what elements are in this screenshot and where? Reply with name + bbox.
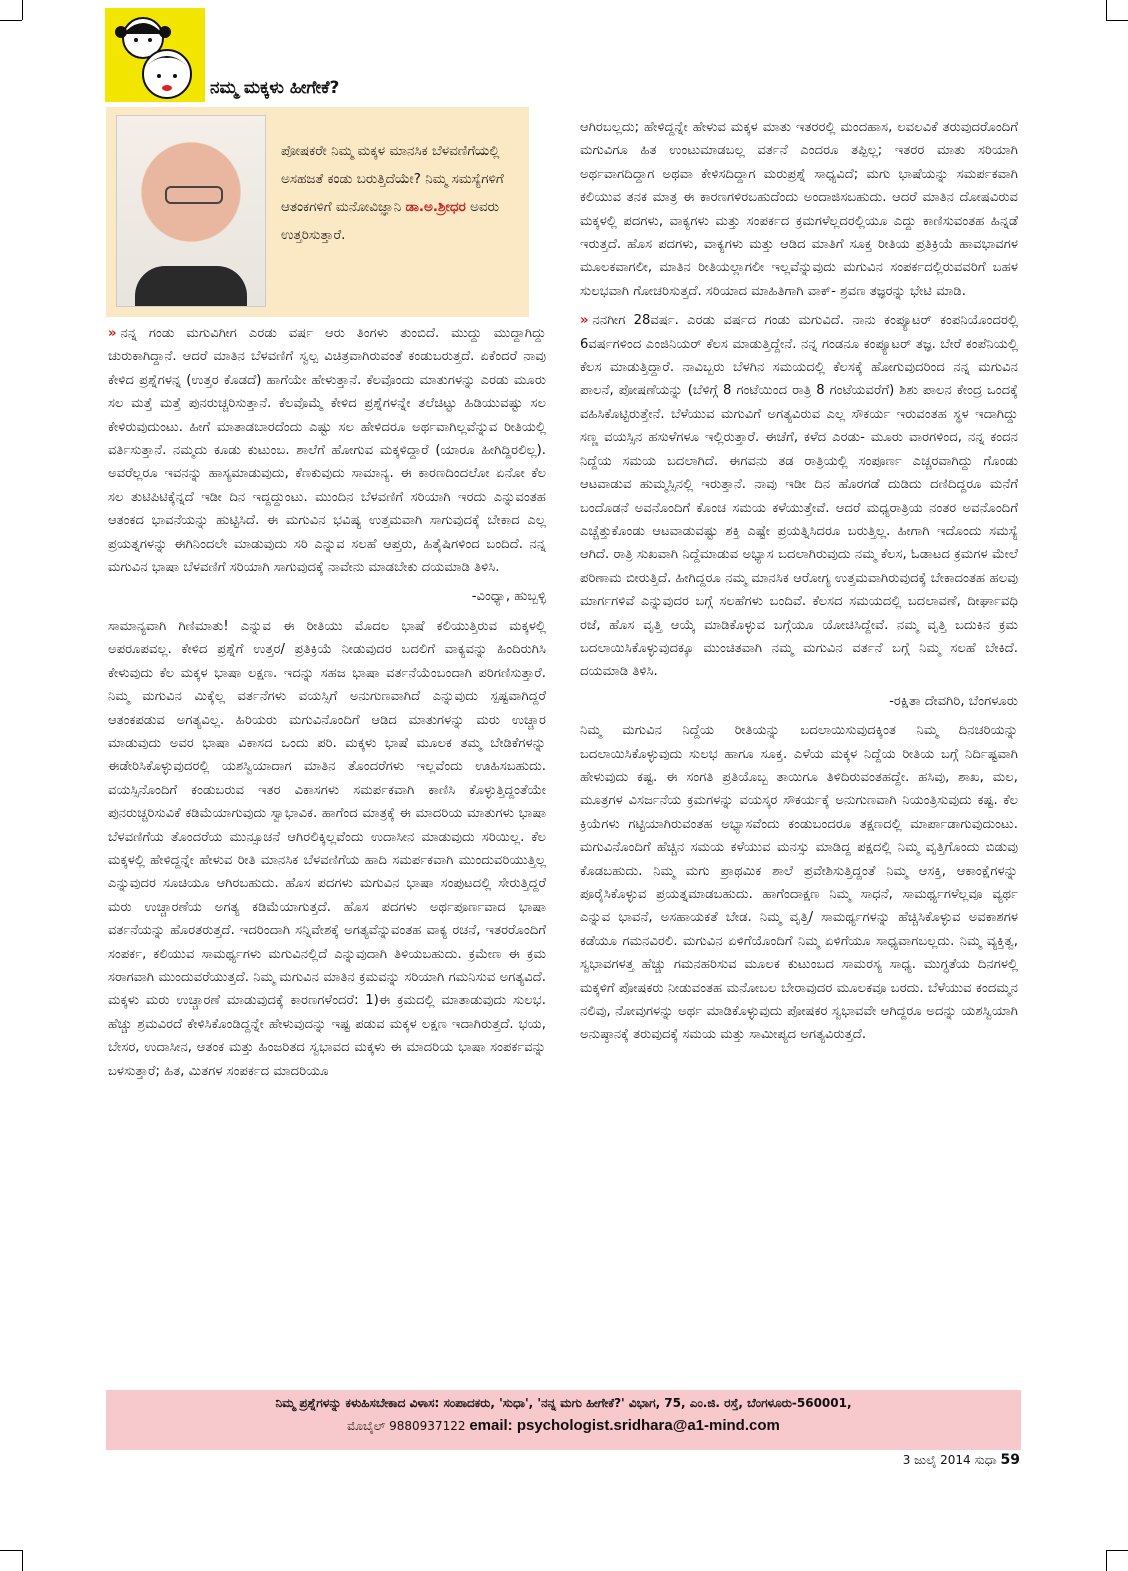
column-illustration — [105, 8, 205, 102]
crop-mark — [1106, 20, 1128, 21]
question-2-text: ನನಗೀಗ 28ವರ್ಷ. ಎರಡು ವರ್ಷದ ಗಂಡು ಮಗುವಿದೆ. ನಾನು ಕಂಪ್ಯೂಟರ್ ಕಂಪನಿಯೊಂದರಲ್ಲಿ 6ವರ್ಷಗಳಿಂದ ಎಂಜಿನಿಯರ್ ಕೆಲಸ ಮಾಡುತ್ತಿದ್ದೇನೆ. ನನ್ನ ಗಂಡನೂ ಕಂಪ್ಯೂಟರ್ ತಜ್ಞ. ಬೇರೆ ಕಂಪೆನಿಯಲ್ಲಿ ಕೆಲಸ ಮಾಡುತ್ತಿದ್ದಾರೆ. ನಾವಿಬ್ಬರು ಬೆಳಗಿನ ಸಮಯದಲ್ಲಿ ಕೆಲಸಕ್ಕೆ ಹೋಗುವುದರಿಂದ ನನ್ನ ಮಗುವಿನ ಪಾಲನೆ, ಪೋಷಣೆಯನ್ನು (ಬೆಳಿಗ್ಗೆ 8 ಗಂಟೆಯಿಂದ ರಾತ್ರಿ 8 ಗಂಟೆಯವರೆಗೆ) ಶಿಶು ಪಾಲನ ಕೇಂದ್ರ ಒಂದಕ್ಕೆ ವಹಿಸಿಕೊಟ್ಟಿರುತ್ತೇನೆ. ಬೆಳೆಯುವ ಮಗುವಿಗೆ ಅಗತ್ಯವಿರುವ ಎಲ್ಲ ಸೌಕರ್ಯ ಇರುವಂತಹ ಸ್ಥಳ ಇದಾಗಿದ್ದು ಸಣ್ಣ ವಯಸ್ಸಿನ ಹಸುಳೆಗಳೂ ಇಲ್ಲಿರುತ್ತಾರೆ. ಈಚೆಗೆ, ಕಳೆದ ಎರಡು- ಮೂರು ವಾರಗಳಿಂದ, ನನ್ನ ಕಂದನ ನಿದ್ದೆಯ ಸಮಯ ಬದಲಾಗಿದೆ. ಈಗವನು ತಡ ರಾತ್ರಿಯಲ್ಲಿ ಸಂಪೂರ್ಣ ಎಚ್ಚರವಾಗಿದ್ದು ಗೊಂಡು ಆಟವಾಡುವ ಹುಮ್ಮಸ್ಸಿನಲ್ಲಿ ಇರುತ್ತಾನೆ. ನಾವು ಇಡೀ ದಿನ ಹೊರಗಡೆ ದುಡಿದು ದಣಿದಿದ್ದರೂ ಮನೆಗೆ ಬಂದೊಡನೆ ಅವನೊಂದಿಗೆ ಕೊಂಚ ಸಮಯ ಕಳೆಯುತ್ತೇವೆ. ಆದರೆ ಮಧ್ಯರಾತ್ರಿಯ ನಂತರ ಅವನೊಂದಿಗೆ ಎಚ್ಚೆತ್ತುಕೊಂಡು ಆಟವಾಡುವಷ್ಟು ಶಕ್ತಿ ಎಷ್ಟೇ ಪ್ರಯತ್ನಿಸಿದರೂ ಬರುತ್ತಿಲ್ಲ. ಹೀಗಾಗಿ ಇದೊಂದು ಸಮಸ್ಯೆ ಆಗಿದೆ. ರಾತ್ರಿ ಸುಖವಾಗಿ ನಿದ್ದೆಮಾಡುವ ಅಭ್ಯಾಸ ಬದಲಾಗಿರುವುದು ನಮ್ಮ ಕೆಲಸ, ಓಡಾಟದ ಕ್ರಮಗಳ ಮೇಲೆ ಪರಿಣಾಮ ಬೀರುತ್ತಿದೆ. ಹೀಗಿದ್ದರೂ ನಮ್ಮ ಮಾನಸಿಕ ಆರೋಗ್ಯ ಉತ್ತಮವಾಗಿರುವುದಕ್ಕೆ ಬೇಕಾದಂತಹ ಹಲವು ಮಾರ್ಗಗಳಿವೆ ಎನ್ನುವುದರ ಬಗ್ಗೆ ಸಲಹೆಗಳು ಬಂದಿವೆ. ಕೆಲಸದ ಸಮಯದಲ್ಲಿ ಬದಲಾವಣೆ, ದೀರ್ಘಾವಧಿ ರಜೆ, ಹೊಸ ವೃತ್ತಿ ಆಯ್ಕೆ ಮಾಡಿಕೊಳ್ಳುವ ಬಗ್ಗೆಯೂ ಯೋಚಿಸಿದ್ದೇವೆ. ನಮ್ಮ ವೃತ್ತಿ ಬದುಕಿನ ಕ್ರಮ ಬದಲಾಯಿಸಿಕೊಳ್ಳುವುದಕ್ಕೂ ಮುಂಚಿತವಾಗಿ ನಮ್ಮ ಮಗುವಿನ ವರ್ತನೆ ಬಗ್ಗೆ ನಿಮ್ಮ ಸಲಹೆ ಬೇಕಿದೆ. ದಯಮಾಡಿ ತಿಳಿಸಿ. — [580, 313, 1018, 680]
contact-mobile: ಮೊಬೈಲ್ 9880937122 — [347, 1419, 466, 1433]
answer-2: ನಿಮ್ಮ ಮಗುವಿನ ನಿದ್ದೆಯ ರೀತಿಯನ್ನು ಬದಲಾಯಿಸುವುದಕ್ಕಿಂತ ನಿಮ್ಮ ದಿನಚರಿಯನ್ನು ಬದಲಾಯಿಸಿಕೊಳ್ಳುವುದು ಸುಲಭ ಹಾಗೂ ಸೂಕ್ತ. ಎಳೆಯ ಮಕ್ಕಳ ನಿದ್ದೆಯ ರೀತಿಯ ಬಗ್ಗೆ ನಿರ್ದಿಷ್ಟವಾಗಿ ಹೇಳುವುದು ಕಷ್ಟ. ಈ ಸಂಗತಿ ಪ್ರತಿಯೊಬ್ಬ ತಾಯಿಗೂ ತಿಳಿದಿರುವಂತಹದ್ದೇ. ಹಸಿವು, ಶಾಖ, ಮಲ, ಮೂತ್ರಗಳ ವಿಸರ್ಜನೆಯ ಕ್ರಮಗಳನ್ನು ವಯಸ್ಕರ ಸೌಕರ್ಯಕ್ಕೆ ಅನುಗುಣವಾಗಿ ನಿಯಂತ್ರಿಸುವುದು ಕಷ್ಟ. ಕೆಲ ಕ್ರಿಯೆಗಳು ಗಟ್ಟಿಯಾಗಿರುವಂತಹ ಅಭ್ಯಾಸವೆಂದು ಕಂಡುಬಂದರೂ ತಕ್ಷಣದಲ್ಲಿ ಮಾರ್ಪಾಡಾಗುವುದುಂಟು. ಮಗುವಿನೊಂದಿಗೆ ಹೆಚ್ಚಿನ ಸಮಯ ಕಳೆಯುವ ಮನಸ್ಸು ಮಾಡಿದ್ದ ಪಕ್ಷದಲ್ಲಿ ನಿಮ್ಮ ವೃತ್ತಿಗೊಂದು ಬಿಡುವು ಕೊಡಬಹುದು. ನಿಮ್ಮ ಮಗು ಪ್ರಾಥಮಿಕ ಶಾಲೆ ಪ್ರವೇಶಿಸುತ್ತಿದ್ದಂತೆ ನಿಮ್ಮ ಆಸಕ್ತಿ, ಆಕಾಂಕ್ಷೆಗಳನ್ನು ಪೂರೈಸಿಕೊಳ್ಳುವ ಪ್ರಯತ್ನಮಾಡಬಹುದು. ಹಾಗೆಂದಾಕ್ಷಣ ನಿಮ್ಮ ಸಾಧನೆ, ಸಾಮರ್ಥ್ಯಗಳೆಲ್ಲವೂ ವ್ಯರ್ಥ ಎನ್ನುವ ಭಾವನೆ, ಅಸಹಾಯಕತೆ ಬೇಡ. ನಿಮ್ಮ ವೃತ್ತಿ/ ಸಾಮರ್ಥ್ಯಗಳನ್ನು ಹೆಚ್ಚಿಸಿಕೊಳ್ಳುವ ಅವಕಾಶಗಳ ಕಡೆಯೂ ಗಮನವಿರಲಿ. ಮಗುವಿನ ಏಳಿಗೆಯೊಂದಿಗೆ ನಿಮ್ಮ ಏಳಿಗೆಯೂ ಸಾಧ್ಯವಾಗಬಲ್ಲದು. ನಿಮ್ಮ ವ್ಯಕ್ತಿತ್ವ, ಸ್ವಭಾವಗಳತ್ತ ಹೆಚ್ಚು ಗಮನಹರಿಸುವ ಮೂಲಕ ಕುಟುಂಬದ ಸಾಮರಸ್ಯ ಸಾಧ್ಯ. ಮುಗ್ಧತೆಯ ದಿನಗಳಲ್ಲಿ ಮಕ್ಕಳಿಗೆ ಪೋಷಕರು ನೀಡುವಂತಹ ಮನೋಬಲ ಬೇರಾವುದರ ಮೂಲಕವೂ ಬರದು. ಬೆಳೆಯುವ ಕಂದಮ್ಮನ ನಲಿವು, ನೋವುಗಳನ್ನು ಅರ್ಥ ಮಾಡಿಕೊಳ್ಳುವುದು ಪೋಷಕರ ಸ್ವಭಾವವೇ ಆಗಿದ್ದರೂ ಅದನ್ನು ಯಶಸ್ವಿಯಾಗಿ ಅನುಷ್ಠಾನಕ್ಕೆ ತರುವುದಕ್ಕೆ ಸಮಯ ಮತ್ತು ಸಾಮೀಪ್ಯದ ಅಗತ್ಯವಿರುತ್ತದೆ. — [580, 723, 1018, 1043]
crop-mark — [1106, 1550, 1128, 1551]
question-2-signature: -ರಕ್ಷಿತಾ ದೇವಗಿರಿ, ಬೆಂಗಳೂರು — [889, 693, 1018, 709]
answer-1: ಸಾಮಾನ್ಯವಾಗಿ ಗಿಣಿಮಾತು! ಎನ್ನುವ ಈ ರೀತಿಯು ಮೊದಲ ಭಾಷೆ ಕಲಿಯುತ್ತಿರುವ ಮಕ್ಕಳಲ್ಲಿ ಅಪರೂಪವಲ್ಲ. ಕೇಳಿದ ಪ್ರಶ್ನೆಗೆ ಉತ್ತರ/ ಪ್ರತಿಕ್ರಿಯೆ ನೀಡುವುದರ ಬದಲಿಗೆ ವಾಕ್ಯವನ್ನು ಹಿಂದಿರುಗಿಸಿ ಕೇಳುವುದು ಕೆಲ ಮಕ್ಕಳ ಭಾಷಾ ಲಕ್ಷಣ. ಇದನ್ನು ಸಹಜ ಭಾಷಾ ವರ್ತನೆಯೆಂಬಂದಾಗಿ ಪರಿಗಣಿಸುತ್ತಾರೆ. ನಿಮ್ಮ ಮಗುವಿನ ಮಿಕ್ಕೆಲ್ಲ ವರ್ತನೆಗಳು ವಯಸ್ಸಿಗೆ ಅನುಗುಣವಾಗಿದೆ ಎನ್ನುವುದು ಸ್ಪಷ್ಟವಾಗಿದ್ದರೆ ಆತಂಕಪಡುವ ಅಗತ್ಯವಿಲ್ಲ. ಹಿರಿಯರು ಮಗುವಿನೊಂದಿಗೆ ಆಡಿದ ಮಾತುಗಳನ್ನು ಮರು ಉಚ್ಚಾರ ಮಾಡುವುದು ಅವರ ಭಾಷಾ ವಿಕಾಸದ ಒಂದು ಪರಿ. ಮಕ್ಕಳು ಭಾಷೆ ಮೂಲಕ ತಮ್ಮ ಬೇಡಿಕೆಗಳನ್ನು ಈಡೇರಿಸಿಕೊಳ್ಳುವುದರಲ್ಲಿ ಯಶಸ್ವಿಯಾದಾಗ ಮಾತಿನ ತೊಂದರೆಗಳು ಇಲ್ಲವೆಂದು ಊಹಿಸಬಹುದು. ವಯಸ್ಸಿನೊಂದಿಗೆ ಕಂಡುಬರುವ ಇತರ ವಿಕಾಸಗಳು ಸಮರ್ಪಕವಾಗಿ ಕಾಣಿಸಿ ಕೊಳ್ಳುತ್ತಿದ್ದಂತೆಯೇ ಪುನರುಚ್ಚರಿಸುವಿಕೆ ಕಡಿಮೆಯಾಗುವುದು ಸ್ವಾಭಾವಿಕ. ಹಾಗೆಂದ ಮಾತ್ರಕ್ಕೆ ಈ ಮಾದರಿಯ ಮಾತುಗಳು ಭಾಷಾ ಬೆಳವಣಿಗೆಯ ತೊಂದರೆಯ ಮುನ್ಸೂಚನೆ ಆಗಿರಲಿಕ್ಕಿಲ್ಲವೆಂದು ಉದಾಸೀನ ಮಾಡುವುದು ಸರಿಯಿಲ್ಲ. ಕೆಲ ಮಕ್ಕಳಲ್ಲಿ ಹೇಳಿದ್ದನ್ನೇ ಹೇಳುವ ರೀತಿ ಮಾನಸಿಕ ಬೆಳವಣಿಗೆಯ ಹಾದಿ ಸಮರ್ಪಕವಾಗಿ ಮುಂದುವರಿಯುತ್ತಿಲ್ಲ ಎನ್ನುವುದರ ಸೂಚಿಯೂ ಆಗಿರಬಹುದು. ಹೊಸ ಪದಗಳು ಮಗುವಿನ ಭಾಷಾ ಸಂಪುಟದಲ್ಲಿ ಸೇರುತ್ತಿದ್ದರೆ ಮರು ಉಚ್ಚಾರಣೆಯ ಅಗತ್ಯ ಕಡಿಮೆಯಾಗುತ್ತದೆ. ಹೊಸ ಪದಗಳು ಅರ್ಥಪೂರ್ಣವಾದ ಭಾಷಾ ವರ್ತನೆಯನ್ನು ಹೊರತರುತ್ತದೆ. ಇದರಿಂದಾಗಿ ಸನ್ನಿವೇಶಕ್ಕೆ ಅಗತ್ಯವೆನ್ನುವಂತಹ ವಾಕ್ಯ ರಚನೆ, ಇತರರೊಂದಿಗೆ ಸಂಪರ್ಕ, ಕಲಿಯುವ ಸಾಮರ್ಥ್ಯಗಳು ಮಗುವಿನಲ್ಲಿದೆ ಎನ್ನುವುದಾಗಿ ತಿಳಿಯಬಹುದು. ಕ್ರಮೇಣ ಈ ಕ್ರಮ ಸರಾಗವಾಗಿ ಮುಂದುವರೆಯುತ್ತದೆ. ನಿಮ್ಮ ಮಗುವಿನ ಮಾತಿನ ಕ್ರಮವನ್ನು ಸರಿಯಾಗಿ ಗಮನಿಸುವ ಅಗತ್ಯವಿದೆ. ಮಕ್ಕಳು ಮರು ಉಚ್ಚಾರಣೆ ಮಾಡುವುದಕ್ಕೆ ಕಾರಣಗಳೆಂದರೆ: 1)ಈ ಕ್ರಮದಲ್ಲಿ ಮಾತಾಡುವುದು ಸುಲಭ. ಹೆಚ್ಚು ಶ್ರಮವಿರದೆ ಕೇಳಿಸಿಕೊಂಡಿದ್ದನ್ನೇ ಹೇಳುವುದನ್ನು ಇಷ್ಟ ಪಡುವ ಮಕ್ಕಳ ಲಕ್ಷಣ ಇದಾಗಿರುತ್ತದೆ. ಭಯ, ಬೇಸರ, ಉದಾಸೀನ, ಆತಂಕ ಮತ್ತು ಹಿಂಜರಿತದ ಸ್ವಭಾವದ ಮಕ್ಕಳು ಈ ಮಾದರಿಯ ಭಾಷಾ ಸಂಪರ್ಕವನ್ನು ಬಳಸುತ್ತಾರೆ; ಹಿತ, ಮಿತಗಳ ಸಂಪರ್ಕದ ಮಾದರಿಯೂ — [108, 618, 546, 1079]
intro-lead: ಪೋಷಕರೇ ನಿಮ್ಮ ಮಕ್ಕಳ ಮಾನಸಿಕ ಬೆಳವಣಿಗೆಯಲ್ಲಿ ಅಸಹಜತೆ ಕಂಡು ಬರುತ್ತಿದೆಯೇ? ನಿಮ್ಮ ಸಮಸ್ಯೆಗಳಿಗೆ ಆತಂಕಗಳಿಗೆ ಮನೋವಿಜ್ಞಾನಿ — [281, 143, 504, 215]
arrow-icon: » — [108, 326, 117, 341]
glasses-shape — [165, 186, 223, 204]
contact-band — [106, 1390, 1021, 1450]
children-faces-icon — [105, 8, 205, 102]
question-1-signature: -ವಿಂಧ್ಯಾ, ಹುಬ್ಬಳ್ಳಿ — [471, 589, 546, 605]
crop-mark — [0, 1550, 22, 1551]
arrow-icon: » — [580, 313, 589, 329]
doctor-name: ಡಾ.ಅ.ಶ್ರೀಧರ — [405, 199, 466, 215]
contact-email: email: psychologist.sridhara@a1-mind.com — [469, 1417, 780, 1434]
jacket-shape — [135, 266, 247, 306]
answer-1-continued: ಆಗಿರಬಲ್ಲದು; ಹೇಳಿದ್ದನ್ನೇ ಹೇಳುವ ಮಕ್ಕಳ ಮಾತು ಇತರರಲ್ಲಿ ಮಂದಹಾಸ, ಲವಲವಿಕೆ ತರುವುದರೊಂದಿಗೆ ಮಗುವಿಗೂ ಹಿತ ಉಂಟುಮಾಡಬಲ್ಲ ವರ್ತನೆ ಎಂದರೂ ತಪ್ಪಿಲ್ಲ; ಇತರರ ಮಾತು ಸರಿಯಾಗಿ ಅರ್ಥವಾಗದಿದ್ದಾಗ ಅಥವಾ ಕೇಳಿಸದಿದ್ದಾಗ ಮರುಪ್ರಶ್ನೆ ಸಾಧ್ಯವಿದೆ; ಮಗು ಭಾಷೆಯನ್ನು ಸಮರ್ಪಕವಾಗಿ ಕಲಿಯುವ ತನಕ ಮಾತ್ರ ಈ ಕಾರಣಗಳಿರಬಹುದೆಂದು ಅಂದಾಜಿಸಬಹುದು. ಆದರೆ ಮಾತಿನ ದೋಷವಿರುವ ಮಕ್ಕಳಲ್ಲಿ ಪದಗಳು, ವಾಕ್ಯಗಳು ಮತ್ತು ಸಂಪರ್ಕದ ಕ್ರಮಗಳೆಲ್ಲದರಲ್ಲಿಯೂ ಎದ್ದು ಕಾಣಿಸುವಂತಹ ಹಿನ್ನಡೆ ಇರುತ್ತದೆ. ಹೊಸ ಪದಗಳು, ವಾಕ್ಯಗಳು ಮತ್ತು ಆಡಿದ ಮಾತಿಗೆ ಸೂಕ್ತ ರೀತಿಯ ಪ್ರತಿಕ್ರಿಯೆ ಹಾವಭಾವಗಳ ಮೂಲಕವಾಗಲೀ, ಮಾತಿನ ರೀತಿಯಲ್ಲಾಗಲೀ ಇಲ್ಲವೆನ್ನುವುದು ಮಗುವಿನ ಸಂಪರ್ಕದಲ್ಲಿರುವವರಿಗೆ ಬಹಳ ಸುಲಭವಾಗಿ ಗೋಚರಿಸುತ್ತದೆ. ಸರಿಯಾದ ಮಾಹಿತಿಗಾಗಿ ವಾಕ್- ಶ್ರವಣ ತಜ್ಞರನ್ನು ಭೇಟಿ ಮಾಡಿ. — [580, 120, 1018, 299]
page-number: 59 — [1000, 1452, 1020, 1468]
question-2 — [580, 309, 1018, 684]
left-column — [108, 322, 546, 1089]
intro-box — [106, 107, 529, 317]
doctor-portrait — [116, 115, 266, 307]
crop-mark — [1106, 1550, 1107, 1571]
crop-mark — [1106, 0, 1107, 20]
question-1-text: ನನ್ನ ಗಂಡು ಮಗುವಿಗೀಗ ಎರಡು ವರ್ಷ ಆರು ತಿಂಗಳು ತುಂಬಿದೆ. ಮುದ್ದು ಮುದ್ದಾಗಿದ್ದು ಚುರುಕಾಗಿದ್ದಾನೆ. ಆದರೆ ಮಾತಿನ ಬೆಳವಣಿಗೆ ಸ್ವಲ್ಪ ವಿಚಿತ್ರವಾಗಿರುವಂತೆ ಕಂಡುಬರುತ್ತದೆ. ಏಕೆಂದರೆ ನಾವು ಕೇಳಿದ ಪ್ರಶ್ನೆಗಳನ್ನ (ಉತ್ತರ ಕೊಡದೆ) ಹಾಗೆಯೇ ಹೇಳುತ್ತಾನೆ. ಕೆಲವೊಂದು ಮಾತುಗಳನ್ನು ಎರಡು ಮೂರು ಸಲ ಮತ್ತೆ ಮತ್ತೆ ಪುನರುಚ್ಚರಿಸುತ್ತಾನೆ. ಕೆಲವೊಮ್ಮೆ ಕೇಳಿದ ಪ್ರಶ್ನೆಗಳನ್ನೇ ತಲೆಚಿಟ್ಟು ಹಿಡಿಯುವಷ್ಟು ಸಲ ಕೇಳಿರುವುದುಂಟು. ಹೀಗೆ ಮಾತಾಡಬಾರದೆಂದು ಎಷ್ಟು ಸಲ ಹೇಳಿದರೂ ಅರ್ಥವಾಗಿಲ್ಲವೆನ್ನುವ ರೀತಿಯಲ್ಲಿ ವರ್ತಿಸುತ್ತಾನೆ. ನಮ್ಮದು ಕೂಡು ಕುಟುಂಬ. ಶಾಲೆಗೆ ಹೋಗುವ ಮಕ್ಕಳಿದ್ದಾರೆ (ಯಾರೂ ಹೀಗಿದ್ದಿರಲಿಲ್ಲ). ಅವರೆಲ್ಲರೂ ಇವನನ್ನು ಹಾಸ್ಯಮಾಡುವುದು, ಕೆಣಕುವುದು ಸಾಮಾನ್ಯ. ಈ ಕಾರಣದಿಂದಲೋ ಏನೋ ಕೆಲ ಸಲ ತುಟಿಪಿಟಿಕ್ಕೆನ್ನದೆ ಇಡೀ ದಿನ ಇದ್ದದ್ದುಂಟು. ಮುಂದಿನ ಬೆಳವಣಿಗೆ ಸರಿಯಾಗಿ ಇರದು ಎನ್ನುವಂತಹ ಆತಂಕದ ಭಾವನೆಯನ್ನು ಹುಟ್ಟಿಸಿದೆ. ಈ ಮಗುವಿನ ಭವಿಷ್ಯ ಉತ್ತಮವಾಗಿ ಸಾಗುವುದಕ್ಕೆ ಬೇಕಾದ ಎಲ್ಲ ಪ್ರಯತ್ನಗಳನ್ನು ಈಗಿನಿಂದಲೇ ಮಾಡುವುದು ಸರಿ ಎನ್ನುವ ಸಲಹೆ ಆಪ್ತರು, ಹಿತೈಷಿಗಳಿಂದ ಬಂದಿದೆ. ನನ್ನ ಮಗುವಿನ ಭಾಷಾ ಬೆಳವಣಿಗೆ ಸರಿಯಾಗಿ ಸಾಗುವುದಕ್ಕೆ ನಾವೇನು ಮಾಡಬೇಕು ದಯಮಾಡಿ ತಿಳಿಸಿ. — [108, 326, 546, 576]
page-footer — [903, 1452, 1020, 1468]
crop-mark — [0, 20, 22, 21]
contact-line — [106, 1417, 1021, 1434]
crop-mark — [22, 0, 23, 20]
column-title: ನಮ್ಮ ಮಕ್ಕಳು ಹೀಗೇಕೆ? — [210, 78, 340, 98]
issue-date: 3 ಜುಲೈ 2014 ಸುಧಾ — [902, 1453, 997, 1467]
question-1 — [108, 322, 546, 579]
intro-text — [281, 137, 521, 249]
intro-tail: ಅವರು ಉತ್ತರಿಸುತ್ತಾರೆ. — [281, 199, 500, 243]
crop-mark — [22, 1550, 23, 1571]
contact-address: ನಿಮ್ಮ ಪ್ರಶ್ನೆಗಳನ್ನು ಕಳುಹಿಸಬೇಕಾದ ವಿಳಾಸ: ಸಂಪಾದಕರು, 'ಸುಧಾ', 'ನನ್ನ ಮಗು ಹೀಗೇಕೆ?' ವಿಭಾಗ, 75, ಎಂ.ಜಿ. ರಸ್ತೆ, ಬೆಂಗಳೂರು-560001, — [275, 1396, 852, 1410]
right-column — [580, 116, 1018, 1053]
